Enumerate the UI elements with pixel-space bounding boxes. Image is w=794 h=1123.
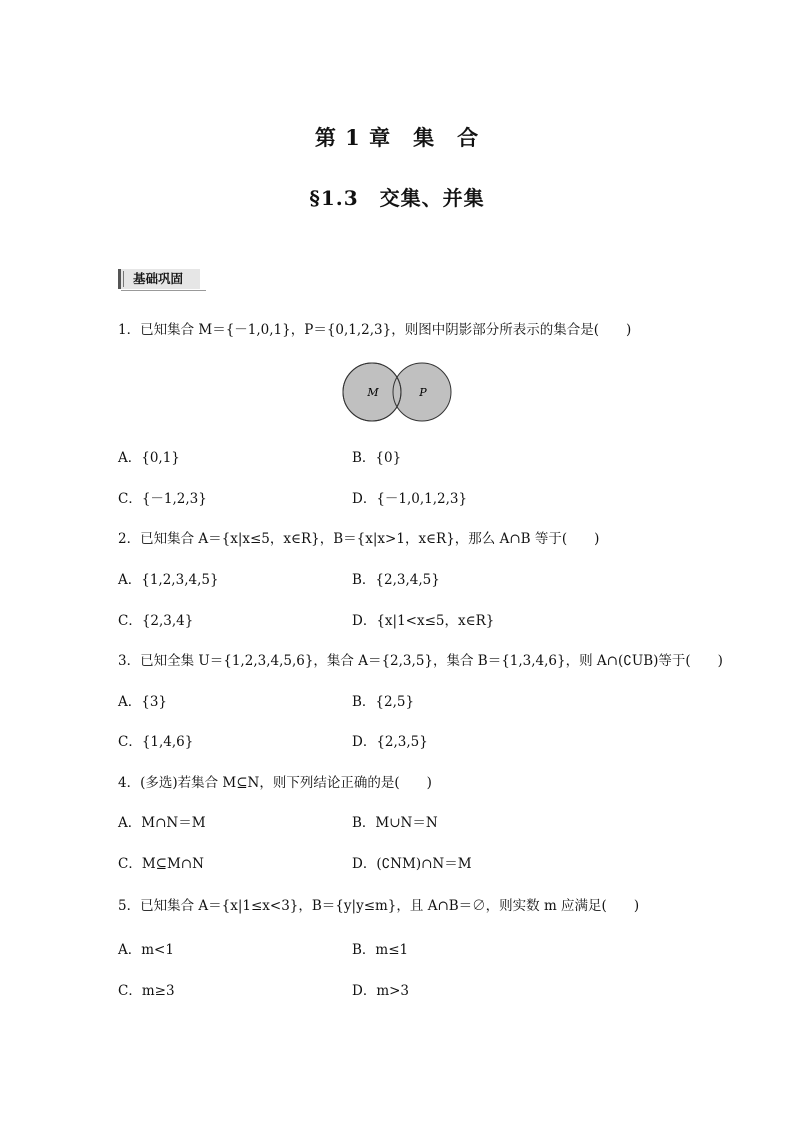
q1-option-b: B．{0} <box>352 450 402 466</box>
section-badge: 基础巩固 <box>118 269 200 289</box>
question-1-text: 1．已知集合 M＝{－1,0,1}，P＝{0,1,2,3}，则图中阴影部分所表示的集合是( ) <box>118 322 632 338</box>
q2-option-b: B．{2,3,4,5} <box>352 572 440 588</box>
q1-option-a: A．{0,1} <box>118 450 180 466</box>
q4-option-d: D．(∁NM)∩N＝M <box>352 856 472 872</box>
question-3-text: 3．已知全集 U＝{1,2,3,4,5,6}，集合 A＝{2,3,5}，集合 B＝{1,3,4,6}，则 A∩(∁UB)等于( ) <box>118 653 723 669</box>
q3-option-d: D．{2,3,5} <box>352 734 428 750</box>
question-2-text: 2．已知集合 A＝{x|x≤5，x∈R}，B＝{x|x>1，x∈R}，那么 A∩B 等于( ) <box>118 531 600 547</box>
section-title: §1.3 交集、并集 <box>309 186 485 210</box>
q1-option-d: D．{－1,0,1,2,3} <box>352 491 468 507</box>
venn-label-m: M <box>367 386 379 399</box>
venn-label-p: P <box>419 386 427 399</box>
q5-option-c: C．m≥3 <box>118 983 175 999</box>
q5-option-d: D．m>3 <box>352 983 410 999</box>
venn-diagram <box>340 360 456 424</box>
q2-option-a: A．{1,2,3,4,5} <box>118 572 219 588</box>
question-5-text: 5．已知集合 A＝{x|1≤x<3}，B＝{y|y≤m}，且 A∩B＝∅，则实数 m 应满足( ) <box>118 898 640 914</box>
chapter-title: 第 1 章 集 合 <box>314 125 480 150</box>
q4-option-c: C．M⊆M∩N <box>118 856 204 872</box>
q4-option-a: A．M∩N＝M <box>118 815 206 831</box>
q5-option-a: A．m<1 <box>118 942 174 958</box>
q5-option-b: B．m≤1 <box>352 942 409 958</box>
q3-option-c: C．{1,4,6} <box>118 734 194 750</box>
q3-option-a: A．{3} <box>118 694 168 710</box>
q2-option-c: C．{2,3,4} <box>118 613 194 629</box>
q2-option-d: D．{x|1<x≤5，x∈R} <box>352 613 495 629</box>
question-4-text: 4．(多选)若集合 M⊆N，则下列结论正确的是( ) <box>118 775 432 791</box>
q3-option-b: B．{2,5} <box>352 694 415 710</box>
q1-option-c: C．{－1,2,3} <box>118 491 207 507</box>
q4-option-b: B．M∪N＝N <box>352 815 438 831</box>
